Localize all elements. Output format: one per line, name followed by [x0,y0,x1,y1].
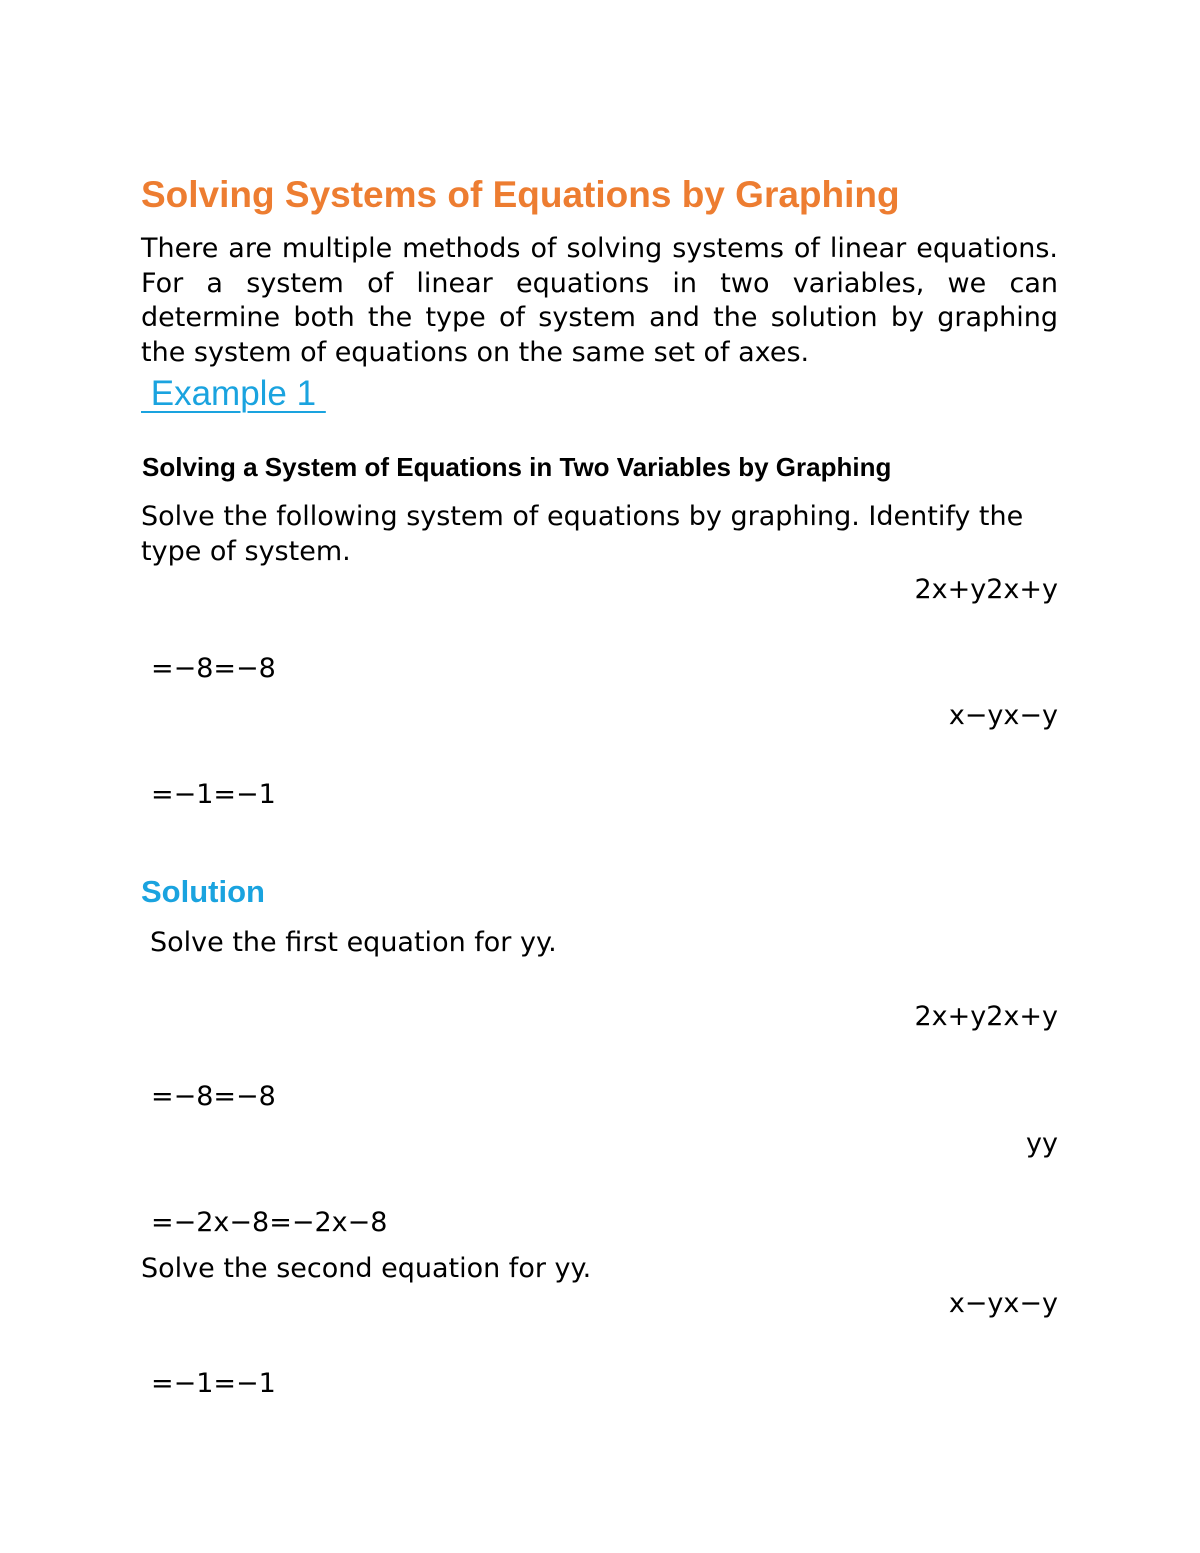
page-title: Solving Systems of Equations by Graphing [141,174,900,215]
solution-heading: Solution [141,874,265,909]
step-1-result-left: yy [1026,1128,1058,1159]
example-subheading: Solving a System of Equations in Two Variables by Graphing [142,452,892,482]
example-1-link[interactable]: Example 1 [141,374,326,413]
system-equation-2-left: x−yx−y [948,700,1058,731]
system-equation-1-right: =−8=−8 [151,653,276,684]
step-1-result-right: =−2x−8=−2x−8 [151,1207,388,1238]
solution-step-2-text: Solve the second equation for yy. [141,1253,592,1284]
example-prompt: Solve the following system of equations by graphing. Identify the type of system. [141,501,1024,567]
step-1-equation-right: =−8=−8 [151,1081,276,1112]
step-2-equation-right: =−1=−1 [151,1368,276,1399]
intro-paragraph: There are multiple methods of solving systems of linear equations. For a system of linear equations in two variables, we can determine both the type of system and the solution by graphing the system of equations on the same set of axes. [141,233,1058,368]
system-equation-2-right: =−1=−1 [151,779,276,810]
system-equation-1-left: 2x+y2x+y [914,574,1058,605]
solution-step-1-text: Solve the first equation for yy. [150,927,557,958]
step-2-equation-left: x−yx−y [948,1288,1058,1319]
step-1-equation-left: 2x+y2x+y [914,1001,1058,1032]
